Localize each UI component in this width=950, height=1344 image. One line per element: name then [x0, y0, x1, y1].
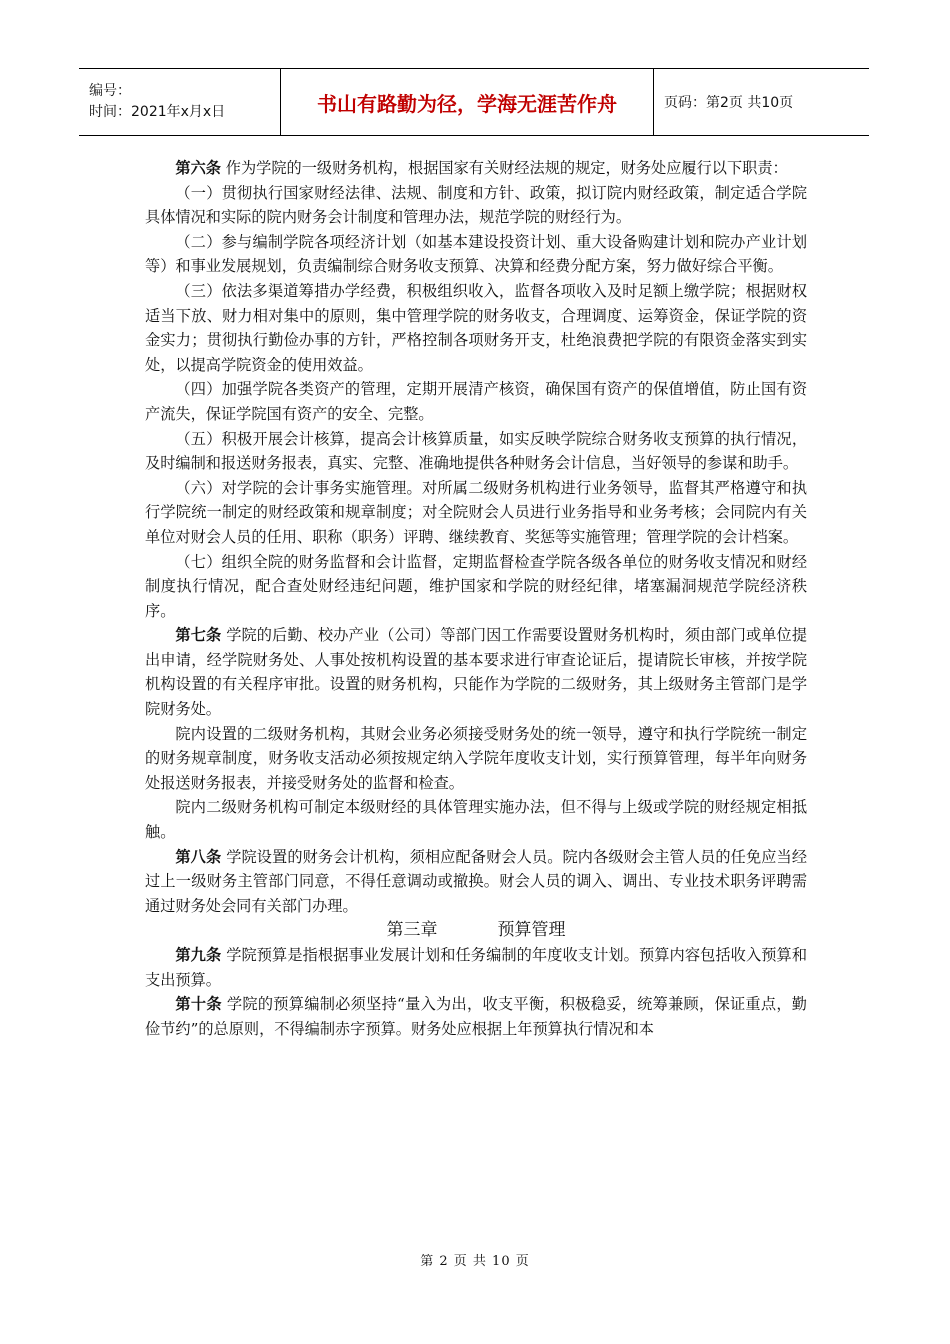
- article-6-item-1: （一）贯彻执行国家财经法律、法规、制度和方针、政策，拟订院内财经政策，制定适合学院具体情况和实际的院内财务会计制度和管理办法，规范学院的财经行为。: [145, 183, 807, 227]
- article-6-item-3: （三）依法多渠道筹措办学经费，积极组织收入，监督各项收入及时足额上缴学院；根据财权适当下放、财力相对集中的原则，集中管理学院的财务收支，合理调度、运筹资金，保证学院的资金实力；贯彻执行勤俭办事的方针，严格控制各项财务开支，杜绝浪费把学院的有限资金落实到实处，以提高学院资金的使用效益。: [145, 281, 807, 374]
- article-7-heading: 第七条: [175, 626, 222, 645]
- article-6-item-5: （五）积极开展会计核算，提高会计核算质量，如实反映学院综合财务收支预算的执行情况，及时编制和报送财务报表，真实、完整、准确地提供各种财务会计信息，当好领导的参谋和助手。: [145, 429, 807, 473]
- header-meta: [79, 69, 281, 135]
- article-9-text: 学院预算是指根据事业发展计划和任务编制的年度收支计划。预算内容包括收入预算和支出预算。: [145, 946, 808, 989]
- article-9: [145, 943, 807, 992]
- article-10-text: 学院的预算编制必须坚持“量入为出，收支平衡，积极稳妥，统筹兼顾，保证重点，勤俭节约”的总原则，不得编制赤字预算。财务处应根据上年预算执行情况和本: [145, 995, 807, 1038]
- header-page-info: [654, 69, 869, 135]
- article-6-item-4: （四）加强学院各类资产的管理，定期开展清产核资，确保国有资产的保值增值，防止国有资产流失，保证学院国有资产的安全、完整。: [145, 380, 807, 423]
- chapter-title: 预算管理: [497, 920, 566, 941]
- page-header: [79, 68, 869, 136]
- article-9-heading: 第九条: [175, 946, 222, 964]
- article-6-item-6: （六）对学院的会计事务实施管理。对所属二级财务机构进行业务领导，监督其严格遵守和执行学院统一制定的财经政策和规章制度；对全院财会人员进行业务指导和业务考核；会同院内有关单位对财会人员的任用、职称（职务）评聘、继续教育、奖惩等实施管理；管理学院的会计档案。: [145, 478, 807, 546]
- article-8: [145, 845, 807, 919]
- article-8-heading: 第八条: [175, 847, 222, 866]
- article-7-text: 学院的后勤、校办产业（公司）等部门因工作需要设置财务机构时，须由部门或单位提出申请，经学院财务处、人事处按机构设置的基本要求进行审查论证后，提请院长审核，并按学院机构设置的有关程序审批。设置的财务机构，只能作为学院的二级财务，其上级财务主管部门是学院财务处。: [145, 626, 808, 719]
- article-6-heading: 第六条: [175, 159, 221, 177]
- document-body: [145, 156, 807, 1041]
- footer-page-number: 第 2 页 共 10 页: [420, 1254, 530, 1269]
- document-time-label: 时间：2021年x月x日: [89, 104, 226, 120]
- page-number-label: 页码：第2页 共10页: [664, 95, 794, 111]
- article-6-text: 作为学院的一级财务机构，根据国家有关财经法规的规定，财务处应履行以下职责：: [220, 159, 788, 177]
- article-6-item-2: （二）参与编制学院各项经济计划（如基本建设投资计划、重大设备购建计划和院办产业计划等）和事业发展规划，负责编制综合财务收支预算、决算和经费分配方案，努力做好综合平衡。: [145, 232, 807, 276]
- header-motto: [281, 69, 654, 135]
- article-7: [145, 623, 807, 721]
- page-footer: [0, 1250, 950, 1269]
- article-8-text: 学院设置的财务会计机构，须相应配备财会人员。院内各级财会主管人员的任免应当经过上一级财务主管部门同意，不得任意调动或撤换。财会人员的调入、调出、专业技术职务评聘需通过财务处会同有关部门办理。: [145, 847, 808, 915]
- article-10: [145, 992, 807, 1041]
- article-7-para-3: 院内二级财务机构可制定本级财经的具体管理实施办法，但不得与上级或学院的财经规定相抵触。: [145, 798, 807, 842]
- document-number-label: 编号：: [89, 83, 131, 99]
- article-6-item-7: （七）组织全院的财务监督和会计监督，定期监督检查学院各级各单位的财务收支情况和财经制度执行情况，配合查处财经违纪问题，维护国家和学院的财经纪律，堵塞漏洞规范学院经济秩序。: [145, 552, 807, 620]
- article-10-heading: 第十条: [175, 995, 222, 1014]
- chapter-heading: [145, 918, 807, 943]
- motto-text: 书山有路勤为径，学海无涯苦作舟: [317, 91, 617, 116]
- article-6: [145, 156, 807, 181]
- chapter-number: 第三章: [386, 920, 438, 941]
- article-7-para-2: 院内设置的二级财务机构，其财会业务必须接受财务处的统一领导，遵守和执行学院统一制定的财务规章制度，财务收支活动必须按规定纳入学院年度收支计划，实行预算管理，每半年向财务处报送财务报表，并接受财务处的监督和检查。: [145, 724, 807, 792]
